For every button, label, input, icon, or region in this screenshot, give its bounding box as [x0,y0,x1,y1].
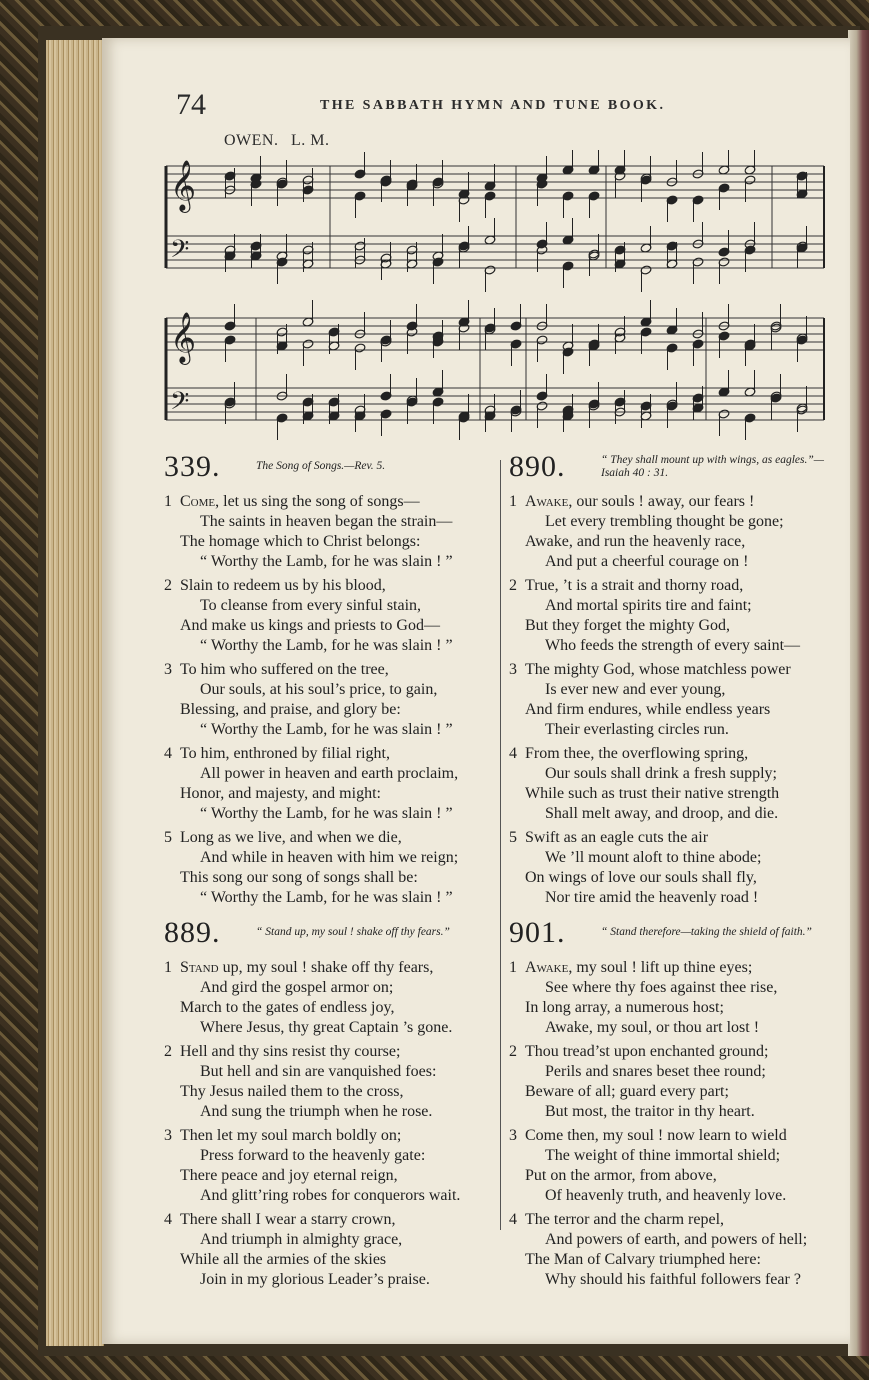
running-head: THE SABBATH HYMN AND TUNE BOOK. [320,98,666,113]
verse-line [164,660,494,680]
staff-system-1 [166,150,824,292]
stanza-number: 3 [164,1127,172,1144]
right-column [509,452,839,1300]
line-text: “ Worthy the Lamb, for he was slain ! ” [200,637,453,654]
verse-line [509,720,839,740]
line-text: And triumph in almighty grace, [200,1231,403,1248]
line-text: To cleanse from every sinful stain, [200,597,422,614]
line-text: let us sing the song of songs— [223,493,420,510]
verse-line [164,616,494,636]
line-text: Put on the armor, from above, [525,1167,717,1184]
verse-line [509,680,839,700]
stanza-number: 1 [509,959,517,976]
verse-line [509,784,839,804]
line-text: The mighty God, whose matchless power [525,661,791,678]
line-text: our souls ! away, our fears ! [576,493,755,510]
verse-line [509,888,839,908]
line-text: Beware of all; guard every part; [525,1083,729,1100]
line-text: Slain to redeem us by his blood, [180,577,386,594]
verse-line [509,616,839,636]
tune-meter: L. M. [290,132,330,149]
hymn-reference: “ They shall mount up with wings, as eagles.”—Isaiah 40 : 31. [601,454,824,479]
verse-line [509,1126,839,1146]
treble-clef-icon: 𝄞 [170,160,197,211]
column-divider [500,460,501,1230]
verse-line [164,868,494,888]
stanza-number: 2 [509,1043,517,1060]
stanza [509,492,839,572]
line-text: Long as we live, and when we die, [180,829,402,846]
verse-line [164,1102,494,1122]
line-text: Is ever new and ever young, [545,681,726,698]
stanza [509,744,839,824]
verse-line [164,492,494,512]
line-text: Of heavenly truth, and heavenly love. [545,1187,787,1204]
line-text: The weight of thine immortal shield; [545,1147,781,1164]
hymn-339 [164,452,494,908]
line-text: The terror and the charm repel, [525,1211,725,1228]
line-text: Let every trembling thought be gone; [545,513,784,530]
line-text: Press forward to the heavenly gate: [200,1147,426,1164]
verse-line [509,1062,839,1082]
verse-line [509,848,839,868]
verse-line [164,978,494,998]
stanza [509,1210,839,1290]
verse-line [164,784,494,804]
line-text: Hell and thy sins resist thy course; [180,1043,401,1060]
line-text: On wings of love our souls shall fly, [525,869,757,886]
verse-line [164,1042,494,1062]
verse-line [164,512,494,532]
verse-line [164,804,494,824]
stanza-number: 5 [164,829,172,846]
verse-line [509,804,839,824]
verse-line [164,1186,494,1206]
verse-line [164,596,494,616]
verse-line [509,1230,839,1250]
stanza [164,492,494,572]
hymn-reference: The Song of Songs.—Rev. 5. [256,460,386,472]
line-text: But they forget the mighty God, [525,617,731,634]
line-text: “ Worthy the Lamb, for he was slain ! ” [200,721,453,738]
verse-line [164,1166,494,1186]
line-text: Where Jesus, thy great Captain ’s gone. [200,1019,453,1036]
hymn-number: 890. [509,450,566,483]
verse-line [164,576,494,596]
stanza [509,660,839,740]
stanza [509,958,839,1038]
stanza-first-word: Stand [180,959,219,976]
line-text: Shall melt away, and droop, and die. [545,805,779,822]
verse-line [164,1062,494,1082]
verse-line [164,1210,494,1230]
verse-line [509,700,839,720]
stanza-number: 1 [164,493,172,510]
verse-line [164,958,494,978]
line-text: “ Worthy the Lamb, for he was slain ! ” [200,805,453,822]
stanza-number: 4 [164,745,172,762]
line-text: And mortal spirits tire and faint; [545,597,752,614]
verse-line [164,1082,494,1102]
verse-line [509,1042,839,1062]
verse-line [509,998,839,1018]
hymn-number: 889. [164,916,221,949]
line-text: Then let my soul march boldly on; [180,1127,402,1144]
hymn-reference: “ Stand up, my soul ! shake off thy fears.” [256,926,450,938]
page-edges-left [46,40,104,1346]
verse-line [509,660,839,680]
verse-line [509,1082,839,1102]
line-text: “ Worthy the Lamb, for he was slain ! ” [200,553,453,570]
line-text: Join in my glorious Leader’s praise. [200,1271,430,1288]
line-text: And sung the triumph when he rose. [200,1103,433,1120]
treble-clef-icon: 𝄞 [170,312,197,363]
line-text: Come then, my soul ! now learn to wield [525,1127,787,1144]
verse-line [509,1102,839,1122]
stanza [509,1126,839,1206]
verse-line [164,552,494,572]
hymn-head [164,452,494,492]
verse-line [509,1018,839,1038]
stanza-number: 2 [164,1043,172,1060]
verse-line [509,576,839,596]
line-text: up, my soul ! shake off thy fears, [222,959,434,976]
verse-line [509,744,839,764]
verse-line [164,700,494,720]
line-text: See where thy foes against thee rise, [545,979,778,996]
verse-line [164,532,494,552]
stanza-number: 4 [509,745,517,762]
music-score [160,150,826,440]
page-number: 74 [176,88,206,121]
verse-line [509,1186,839,1206]
line-text: Who feeds the strength of every saint— [545,637,801,654]
hymn-reference: “ Stand therefore—taking the shield of faith.” [601,926,812,938]
verse-line [164,998,494,1018]
line-text: Awake, and run the heavenly race, [525,533,746,550]
hymn-head [164,918,494,958]
line-text: To him, enthroned by filial right, [180,745,390,762]
line-text: Honor, and majesty, and might: [180,785,381,802]
line-text: And firm endures, while endless years [525,701,771,718]
tune-title [224,132,329,150]
stanza-number: 3 [164,661,172,678]
verse-line [164,1126,494,1146]
stanza [164,1042,494,1122]
line-text: Our souls, at his soul’s price, to gain, [200,681,438,698]
verse-line [164,1250,494,1270]
left-column [164,452,494,1300]
stanza-number: 3 [509,661,517,678]
page-edges-right [848,30,869,1356]
verse-line [164,744,494,764]
stanza [164,576,494,656]
line-text: All power in heaven and earth proclaim, [200,765,459,782]
hymn-889 [164,918,494,1290]
stanza [164,1210,494,1290]
stanza [164,744,494,824]
line-text: Perils and snares beset thee round; [545,1063,766,1080]
stanza [164,828,494,908]
verse-line [164,1018,494,1038]
line-text: “ Worthy the Lamb, for he was slain ! ” [200,889,453,906]
verse-line [509,492,839,512]
verse-line [509,764,839,784]
line-text: Awake, my soul, or thou art lost ! [545,1019,760,1036]
verse-line [164,1146,494,1166]
verse-line [509,596,839,616]
verse-line [164,636,494,656]
line-text: While such as trust their native strength [525,785,780,802]
verse-line [164,720,494,740]
line-text: The saints in heaven began the strain— [200,513,453,530]
verse-line [509,868,839,888]
bass-clef-icon: 𝄢 [170,235,190,270]
line-text: We ’ll mount aloft to thine abode; [545,849,762,866]
page-header [176,88,716,128]
hymn-901 [509,918,839,1290]
stanza-number: 4 [509,1211,517,1228]
stanza-number: 1 [509,493,517,510]
hymn-head [509,452,839,492]
verse-line [509,1166,839,1186]
line-text: But most, the traitor in thy heart. [545,1103,755,1120]
line-text: This song our song of songs shall be: [180,869,418,886]
hymn-number: 901. [509,916,566,949]
verse-line [509,1210,839,1230]
line-text: And glitt’ring robes for conquerors wait. [200,1187,461,1204]
verse-line [509,512,839,532]
line-text: Thou tread’st upon enchanted ground; [525,1043,769,1060]
bass-clef-icon: 𝄢 [170,387,190,422]
stanza-number: 2 [164,577,172,594]
line-text: From thee, the overflowing spring, [525,745,749,762]
line-text: And make us kings and priests to God— [180,617,440,634]
staff-system-2 [166,300,824,440]
verse-line [509,978,839,998]
line-text: But hell and sin are vanquished foes: [200,1063,437,1080]
stanza [509,1042,839,1122]
verse-line [164,1270,494,1290]
tune-name: OWEN. [224,132,279,149]
line-text: To him who suffered on the tree, [180,661,389,678]
stanza-number: 4 [164,1211,172,1228]
verse-line [509,958,839,978]
stanza [164,660,494,740]
stanza [509,576,839,656]
hymn-890 [509,452,839,908]
hymn-number: 339. [164,450,221,483]
stanza-number: 2 [509,577,517,594]
verse-line [509,1250,839,1270]
hymn-head [509,918,839,958]
verse-line [164,680,494,700]
verse-line [164,848,494,868]
verse-line [164,764,494,784]
stanza-number: 5 [509,829,517,846]
verse-line [509,552,839,572]
line-text: my soul ! lift up thine eyes; [576,959,753,976]
stanza-number: 1 [164,959,172,976]
line-text: The Man of Calvary triumphed here: [525,1251,761,1268]
stanza-number: 3 [509,1127,517,1144]
line-text: Our souls shall drink a fresh supply; [545,765,777,782]
stanza-first-word: Awake, [525,493,573,510]
line-text: March to the gates of endless joy, [180,999,395,1016]
stanza [164,958,494,1038]
line-text: Why should his faithful followers fear ? [545,1271,801,1288]
line-text: The homage which to Christ belongs: [180,533,421,550]
line-text: There peace and joy eternal reign, [180,1167,398,1184]
line-text: Blessing, and praise, and glory be: [180,701,401,718]
line-text: And powers of earth, and powers of hell; [545,1231,808,1248]
line-text: Their everlasting circles run. [545,721,729,738]
verse-line [164,1230,494,1250]
verse-line [509,828,839,848]
line-text: In long array, a numerous host; [525,999,724,1016]
verse-line [164,828,494,848]
line-text: And put a cheerful courage on ! [545,553,749,570]
verse-line [164,888,494,908]
line-text: And while in heaven with him we reign; [200,849,459,866]
line-text: Nor tire amid the heavenly road ! [545,889,759,906]
line-text: While all the armies of the skies [180,1251,387,1268]
line-text: And gird the gospel armor on; [200,979,394,996]
verse-line [509,636,839,656]
verse-line [509,532,839,552]
line-text: Swift as an eagle cuts the air [525,829,709,846]
line-text: There shall I wear a starry crown, [180,1211,396,1228]
line-text: Thy Jesus nailed them to the cross, [180,1083,404,1100]
stanza [509,828,839,908]
line-text: True, ’t is a strait and thorny road, [525,577,744,594]
verse-line [509,1270,839,1290]
stanza-first-word: Come, [180,493,220,510]
verse-line [509,1146,839,1166]
stanza [164,1126,494,1206]
stanza-first-word: Awake, [525,959,573,976]
